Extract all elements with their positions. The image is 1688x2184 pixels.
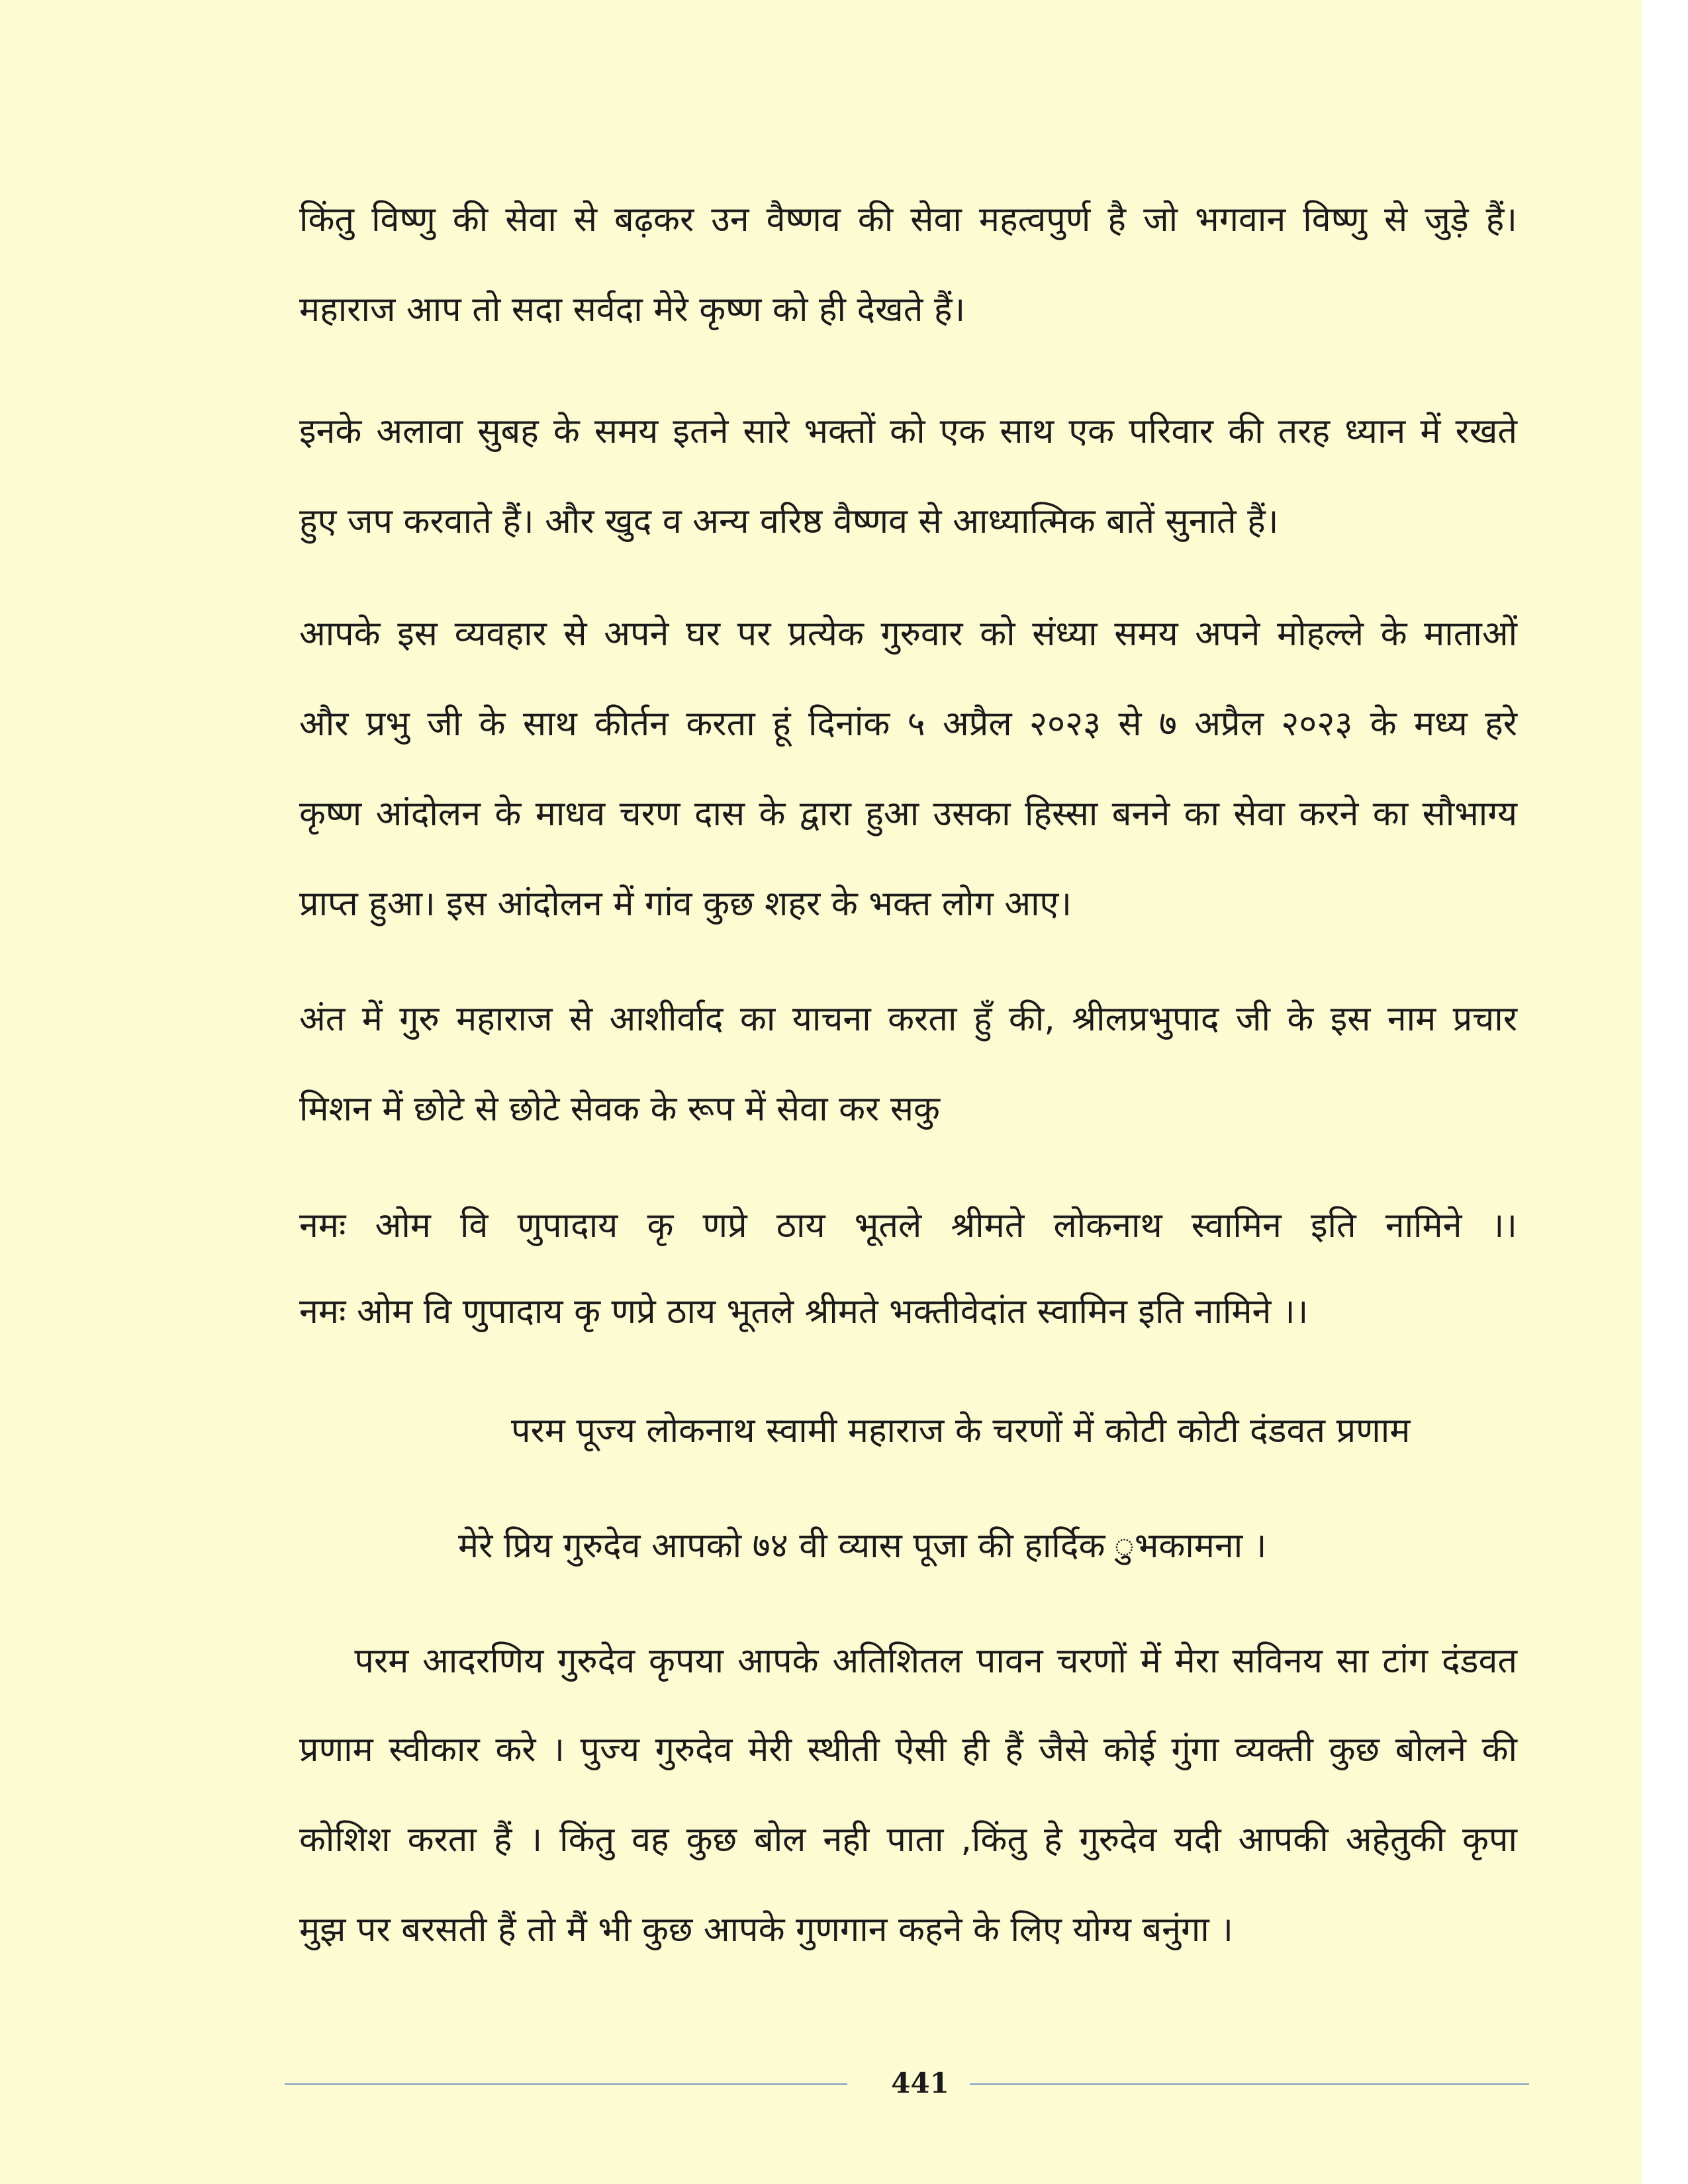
paragraph-2-line-1: इनके अलावा सुबह के समय इतने सारे भक्तों को एक साथ एक परिवार की तरह ध्यान में रखते — [299, 412, 1517, 451]
page-margin-strip — [1642, 0, 1688, 2184]
paragraph-4-line-2: मिशन में छोटे से छोटे सेवक के रूप में सेवा कर सकु — [299, 1089, 940, 1129]
paragraph-1-line-1: किंतु विष्णु की सेवा से बढ़कर उन वैष्णव की सेवा महत्वपुर्ण है जो भगवान विष्णु से जुड़े हैं। — [299, 200, 1517, 240]
mantra-line-1: नमः ओम वि णुपादाय कृ णप्रे ठाय भूतले श्रीमते लोकनाथ स्वामिन इति नामिने ।। — [299, 1206, 1517, 1246]
footer-rule-right — [970, 2083, 1529, 2085]
paragraph-3-line-4: प्राप्त हुआ। इस आंदोलन में गांव कुछ शहर के भक्त लोग आए। — [299, 884, 1072, 924]
mantra-line-2: नमः ओम वि णुपादाय कृ णप्रे ठाय भूतले श्रीमते भक्तीवेदांत स्वामिन इति नामिने ।। — [299, 1292, 1309, 1332]
salutation-line-1: परम पूज्य लोकनाथ स्वामी महाराज के चरणों में कोटी कोटी दंडवत प्रणाम — [511, 1411, 1411, 1451]
salutation-line-2: मेरे प्रिय गुरुदेव आपको ७४ वी व्यास पूजा की हार्दिक ुभकामना । — [458, 1526, 1267, 1566]
paragraph-3-line-1: आपके इस व्यवहार से अपने घर पर प्रत्येक गुरुवार को संध्या समय अपने मोहल्ले के माताओं — [299, 614, 1517, 654]
paragraph-4-line-1: अंत में गुरु महाराज से आशीर्वाद का याचना करता हुॅं की, श्रीलप्रभुपाद जी के इस नाम प्रचार — [299, 999, 1517, 1039]
page-number: 441 — [891, 2067, 949, 2099]
paragraph-2-line-2: हुए जप करवाते हैं। और खुद व अन्य वरिष्ठ वैष्णव से आध्यात्मिक बातें सुनाते हैं। — [299, 502, 1279, 541]
closing-line-4: मुझ पर बरसती हैं तो मैं भी कुछ आपके गुणगान कहने के लिए योग्य बनुंगा । — [299, 1910, 1233, 1950]
footer-rule-left — [285, 2083, 847, 2085]
closing-line-3: कोशिश करता हैं । किंतु वह कुछ बोल नही पाता ,किंतु हे गुरुदेव यदी आपकी अहेतुकी कृपा — [299, 1820, 1517, 1860]
paragraph-3-line-2: और प्रभु जी के साथ कीर्तन करता हूं दिनांक ५ अप्रैल २०२३ से ७ अप्रैल २०२३ के मध्य हरे — [299, 704, 1517, 744]
closing-line-2: प्रणाम स्वीकार करे । पुज्य गुरुदेव मेरी स्थीती ऐसी ही हैं जैसे कोई गुंगा व्यक्ती कुछ बोलने की — [299, 1730, 1517, 1770]
paragraph-3-line-3: कृष्ण आंदोलन के माधव चरण दास के द्वारा हुआ उसका हिस्सा बनने का सेवा करने का सौभाग्य — [299, 794, 1517, 834]
paragraph-1-line-2: महाराज आप तो सदा सर्वदा मेरे कृष्ण को ही देखते हैं। — [299, 290, 966, 330]
closing-line-1: परम आदरणिय गुरुदेव कृपया आपके अतिशितल पावन चरणों में मेरा सविनय सा टांग दंडवत — [299, 1641, 1517, 1681]
